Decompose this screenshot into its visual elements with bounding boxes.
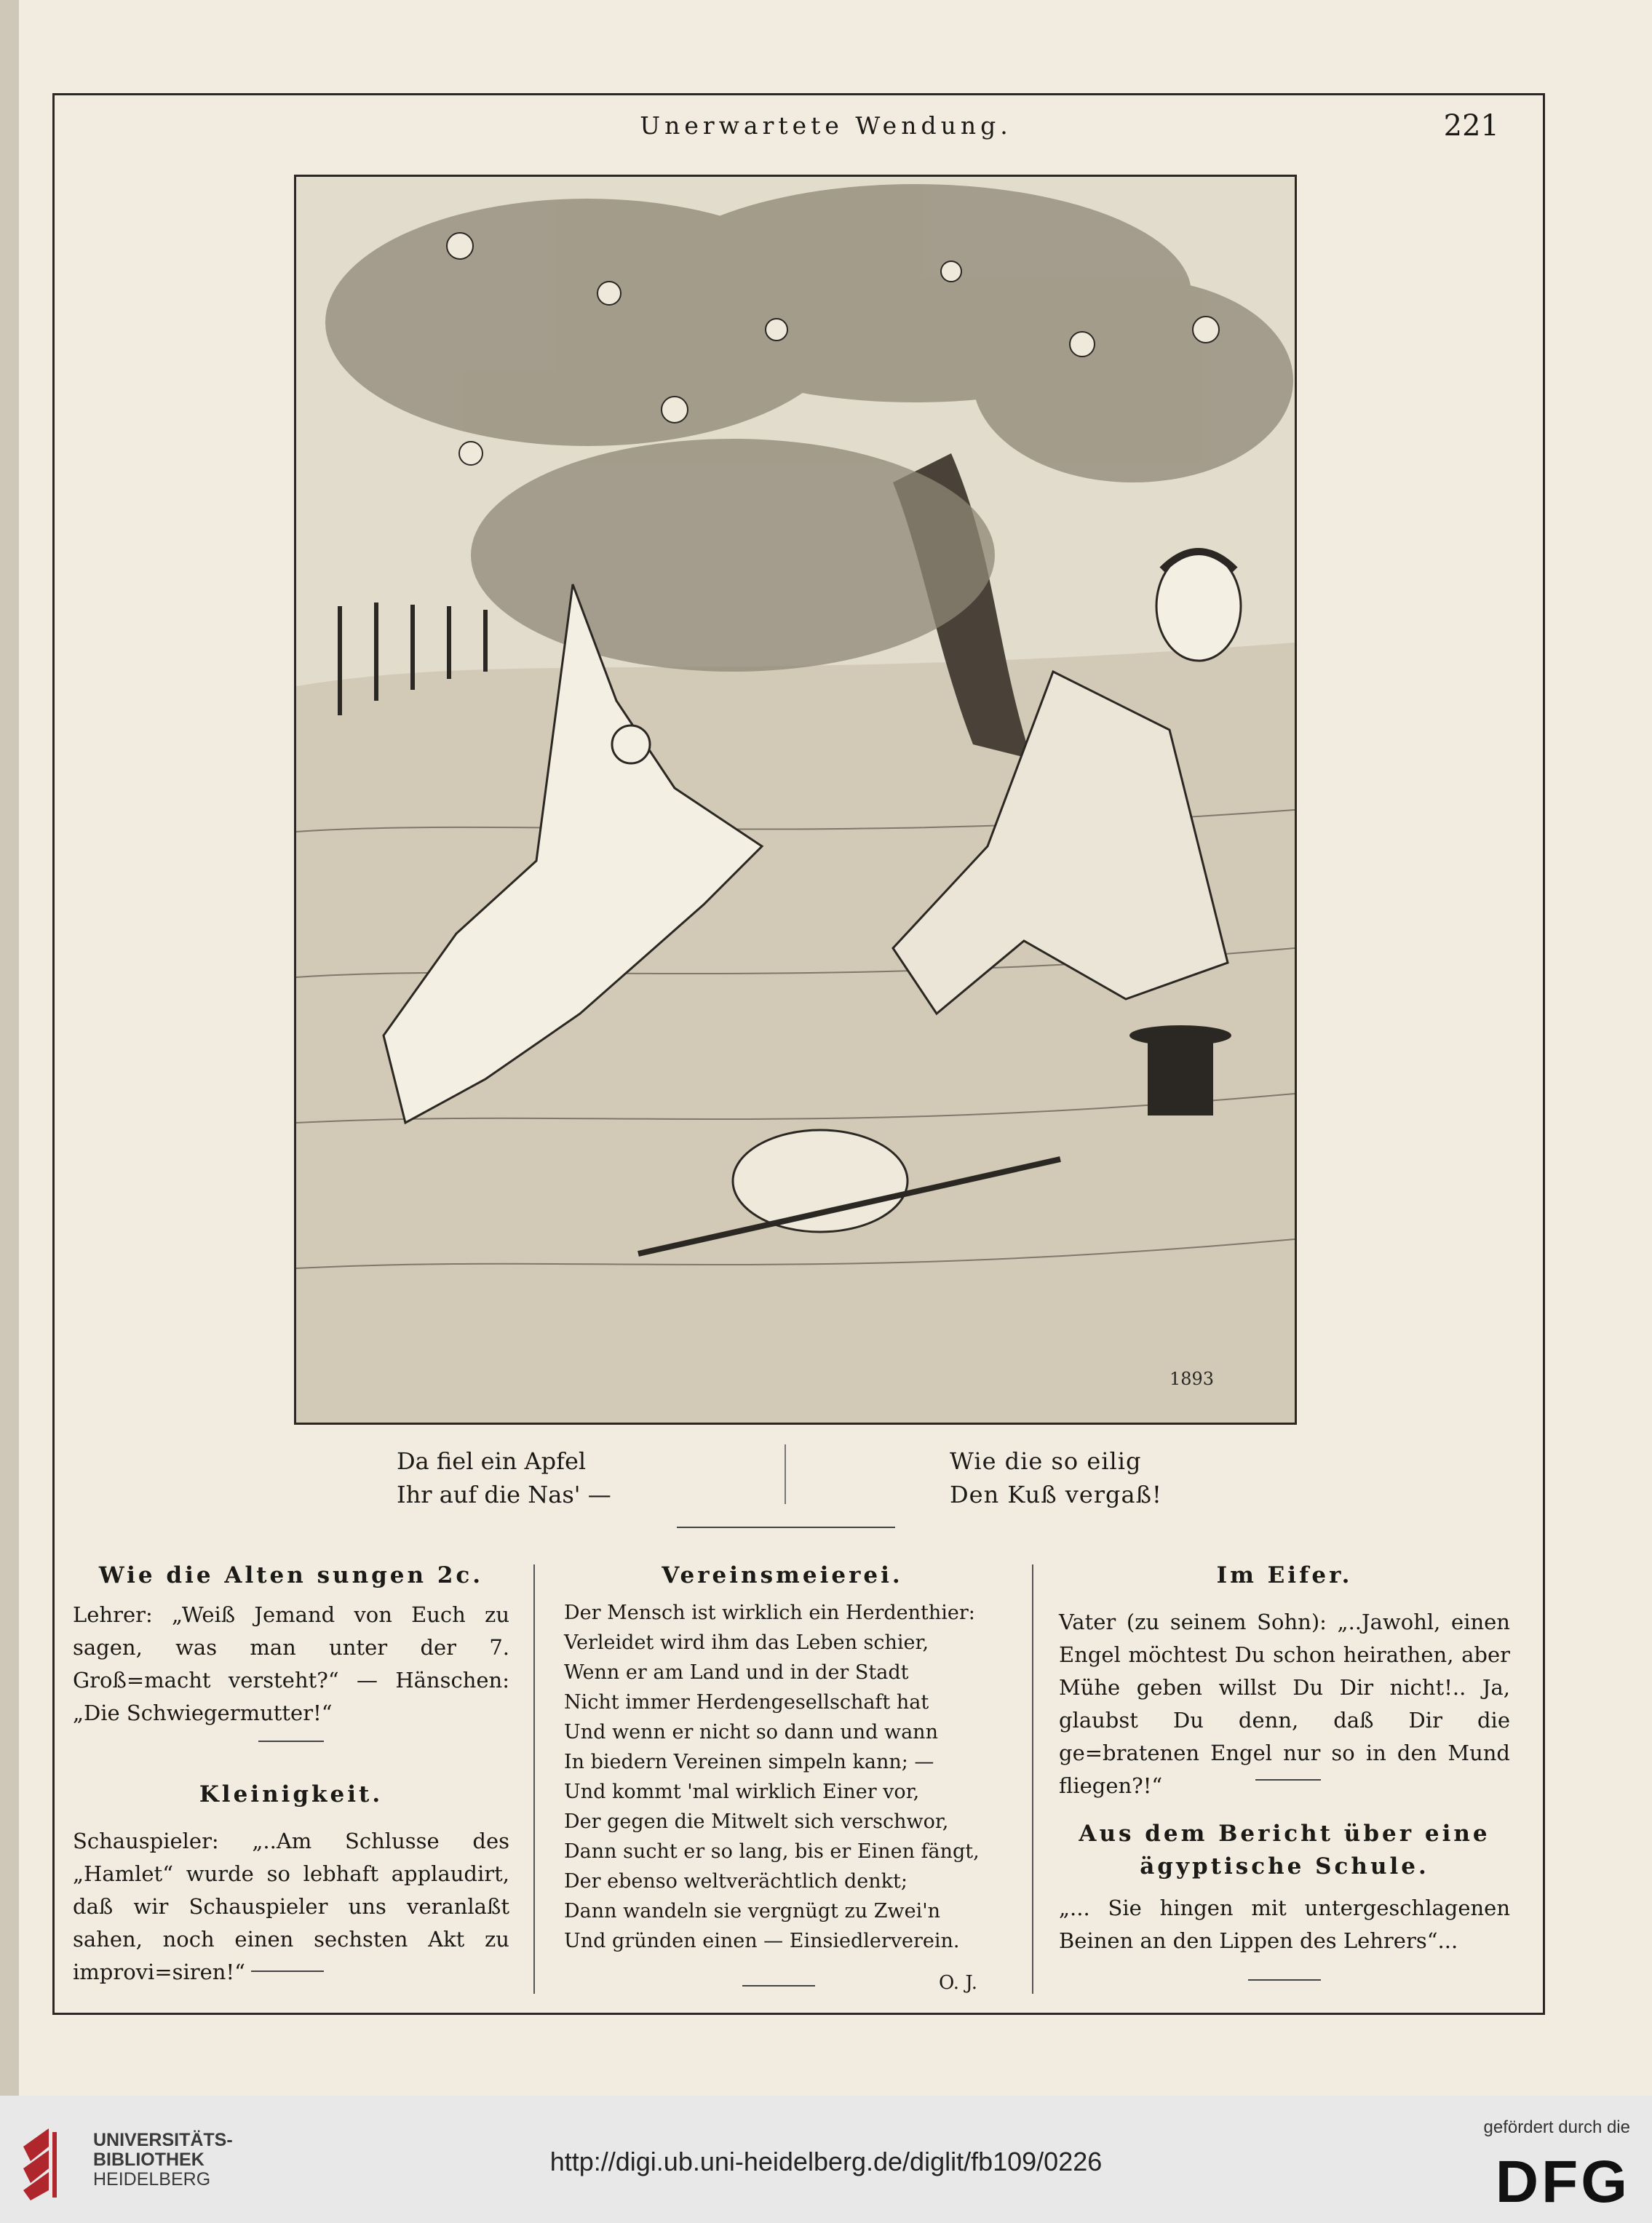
article-text-aegyptische-schule: „... Sie hingen mit untergeschlagenen Beinen an den Lippen des Lehrers“... xyxy=(1059,1896,1510,1953)
column-divider-1 xyxy=(533,1564,535,1994)
dfg-logo: DFG xyxy=(1495,2149,1630,2215)
poem-line: Nicht immer Herdengesellschaft hat xyxy=(564,1691,929,1714)
library-name-line-3: HEIDELBERG xyxy=(93,2169,211,2190)
poem-line: Dann sucht er so lang, bis er Einen fängt, xyxy=(564,1840,980,1863)
engraving-drawing xyxy=(296,177,1295,1423)
poem-vereinsmeierei xyxy=(564,1598,1015,1956)
poem-line: Und wenn er nicht so dann und wann xyxy=(564,1721,938,1743)
article-text-wie-die-alten: Lehrer: „Weiß Jemand von Euch zu sagen, was man unter der 7. Groß=macht versteht?“ — Hänschen: „Die Schwiegermutter!“ xyxy=(73,1602,509,1725)
column-divider-2 xyxy=(1032,1564,1033,1994)
viewer-footer xyxy=(0,2096,1652,2223)
article-title-im-eifer: Im Eifer. xyxy=(1216,1562,1353,1588)
poem-line: In biedern Vereinen simpeln kann; — xyxy=(564,1751,934,1773)
poem-line: Und gründen einen — Einsiedlerverein. xyxy=(564,1930,960,1952)
caption-left xyxy=(397,1444,611,1511)
poem-line: Dann wandeln sie vergnügt zu Zwei'n xyxy=(564,1900,941,1922)
article-title-wie-die-alten: Wie die Alten sungen 2c. xyxy=(98,1562,484,1588)
adjacent-page-edge xyxy=(0,0,19,2096)
caption-right-line-1: Wie die so eilig xyxy=(950,1447,1142,1475)
caption-left-line-1: Da fiel ein Apfel xyxy=(397,1447,587,1475)
caption-right xyxy=(950,1444,1162,1511)
sponsor-label: gefördert durch die xyxy=(1483,2117,1630,2137)
poem-title-vereinsmeierei: Vereinsmeierei. xyxy=(662,1562,903,1588)
illustration-apple-tree-scene xyxy=(294,175,1297,1425)
caption-divider xyxy=(785,1444,786,1504)
poem-line: Der Mensch ist wirklich ein Herdenthier: xyxy=(564,1602,975,1624)
poem-line: Der ebenso weltverächtlich denkt; xyxy=(564,1870,908,1893)
short-separator xyxy=(742,1985,815,1987)
running-title: Unerwartete Wendung. xyxy=(640,111,1012,140)
section-rule xyxy=(677,1527,895,1528)
caption-left-line-2: Ihr auf die Nas' — xyxy=(397,1481,611,1508)
library-name-line-2: BIBLIOTHEK xyxy=(93,2150,204,2170)
poem-line: Und kommt 'mal wirklich Einer vor, xyxy=(564,1781,920,1803)
poem-line: Der gegen die Mitwelt sich verschwor, xyxy=(564,1810,949,1833)
permalink-url[interactable]: http://digi.ub.uni-heidelberg.de/diglit/fb109/0226 xyxy=(549,2147,1103,2176)
page-number: 221 xyxy=(1443,109,1499,143)
artist-signature-year: 1893 xyxy=(1169,1369,1215,1389)
article-title-aegyptische-schule: Aus dem Bericht über eine ägyptische Schule. xyxy=(1079,1821,1490,1880)
article-title-kleinigkeit: Kleinigkeit. xyxy=(199,1781,384,1808)
short-separator xyxy=(1255,1779,1321,1781)
article-text-kleinigkeit: Schauspieler: „..Am Schlusse des „Hamlet“ wurde so lebhaft applaudirt, daß wir Schauspieler uns veranlaßt sahen, noch einen sechsten Akt zu improvi=siren!“ xyxy=(73,1829,509,1984)
poem-line: Verleidet wird ihm das Leben schier, xyxy=(564,1631,929,1654)
poem-byline: O. J. xyxy=(939,1972,977,1994)
poem-line: Wenn er am Land und in der Stadt xyxy=(564,1661,909,1684)
library-name-line-1: UNIVERSITÄTS- xyxy=(93,2130,233,2150)
short-separator xyxy=(251,1971,324,1972)
short-separator xyxy=(258,1741,324,1742)
caption-right-line-2: Den Kuß vergaß! xyxy=(950,1481,1162,1508)
article-text-im-eifer: Vater (zu seinem Sohn): „..Jawohl, einen Engel möchtest Du schon heirathen, aber Mühe geben willst Du Dir nicht!.. Ja, glaubst Du denn, daß Dir die ge=bratenen Engel nur so in den Mund fliegen?!“ xyxy=(1059,1610,1510,1798)
short-separator xyxy=(1248,1979,1321,1981)
